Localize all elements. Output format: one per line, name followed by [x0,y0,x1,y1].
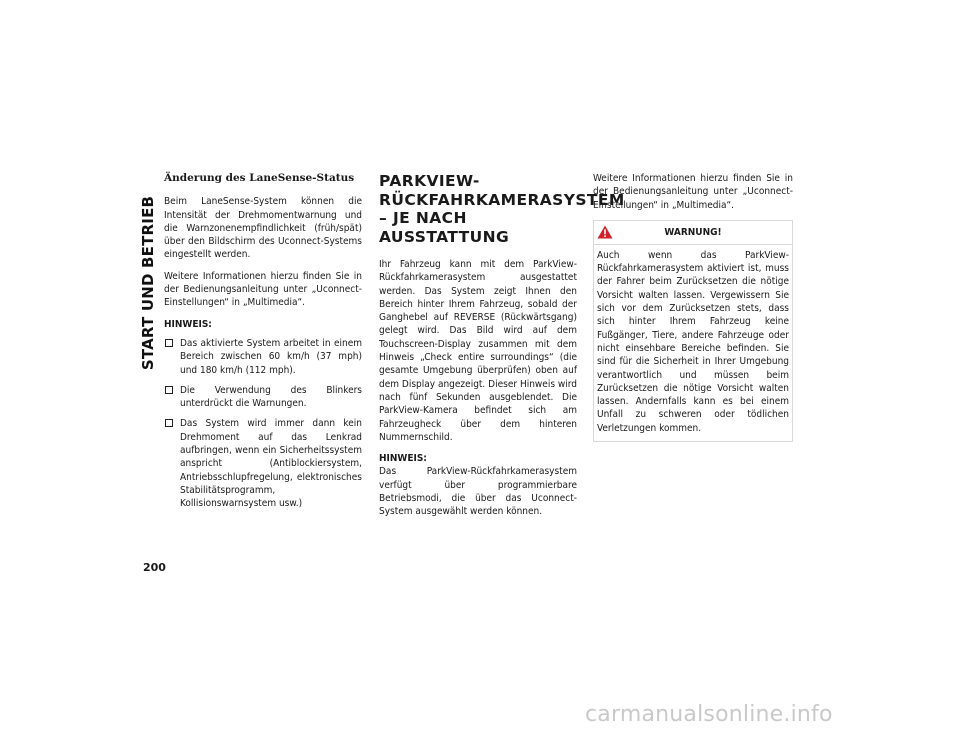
section-tab [138,168,158,398]
list-item [164,337,362,377]
square-bullet-icon [165,419,173,427]
square-bullet-icon [165,339,173,347]
note-label: HINWEIS: [379,453,427,465]
parkview-paragraph: Ihr Fahrzeug kann mit dem ParkView-Rückfahrkamerasystem ausgestattet werden. Das System zeigt Ihnen den Bereich hinter Ihrem Fahrzeug, sobald der Ganghebel auf REVERSE (Rückwärtsgang) gelegt wird. Das Bild wird auf dem Touchscreen-Display zusammen mit dem Hinweis „Check entire surroundings“ (die gesamte Umgebung überprüfen) oben auf dem Display angezeigt. Dieser Hinweis wird nach fünf Sekunden ausgeblendet. Die ParkView-Kamera befindet sich am Fahrzeugheck über dem hinteren Nummernschild. [379,259,577,443]
note-list [164,337,362,511]
square-bullet-icon [165,386,173,394]
list-item [164,384,362,411]
warning-box [593,220,793,442]
warning-title: WARNUNG! [664,226,722,238]
subsection-heading: Änderung des LaneSense-Status [164,172,355,184]
info-paragraph: Weitere Informationen hierzu finden Sie in der Bedienungsanleitung unter „Uconnect-Einstellungen“ in „Multimedia“. [593,173,793,211]
section-title: PARKVIEW-RÜCKFAHRKAMERASYSTEM – JE NACH AUSSTATTUNG [379,172,625,246]
list-item [164,417,362,510]
watermark: carmanualsonline.info [585,702,833,727]
warning-text: Auch wenn das ParkView-Rückfahrkamerasystem aktiviert ist, muss der Fahrer beim Zurücksetzen die nötige Vorsicht walten lassen. Vergewissern Sie sich vor dem Zurücksetzen stets, dass sich hinter Ihrem Fahrzeug keine Fußgänger, Tiere, andere Fahrzeuge oder nicht einsehbare Bereiche befinden. Sie sind für die Sicherheit in Ihrer Umgebung verantwortlich und müssen beim Zurücksetzen die nötige Vorsicht walten lassen. Andernfalls kann es bei einem Unfall zu schweren oder tödlichen Verletzungen kommen. [597,249,789,434]
list-item-text: Das System wird immer dann kein Drehmoment auf das Lenkrad aufbringen, wenn ein Sicherheitssystem anspricht (Antiblockiersystem, Antriebsschlupfregelung, elektronisches Stabilitätsprogramm, Kollisionswarnsystem usw.) [180,418,362,510]
column-middle [379,172,625,527]
list-item-text: Die Verwendung des Blinkers unterdrückt die Warnungen. [180,384,362,410]
column-right [593,172,793,442]
info-paragraph: Weitere Informationen hierzu finden Sie in der Bedienungsanleitung unter „Uconnect-Einstellungen“ in „Multimedia“. [164,270,362,309]
section-tab-label: START UND BETRIEB [139,195,157,371]
list-item-text: Das aktivierte System arbeitet in einem Bereich zwischen 60 km/h (37 mph) und 180 km/h (112 mph). [180,337,362,376]
note-label: HINWEIS: [164,318,212,330]
column-left [164,172,362,518]
page-number: 200 [143,561,166,574]
warning-header [594,221,792,245]
lanesense-paragraph: Beim LaneSense-System können die Intensität der Drehmomentwarnung und die Warnzonenempfindlichkeit (früh/spät) über den Bildschirm des Uconnect-Systems eingestellt werden. [164,196,362,261]
note-text: Das ParkView-Rückfahrkamerasystem verfügt über programmierbare Betriebsmodi, die über das Uconnect-System ausgewählt werden können. [379,466,577,518]
